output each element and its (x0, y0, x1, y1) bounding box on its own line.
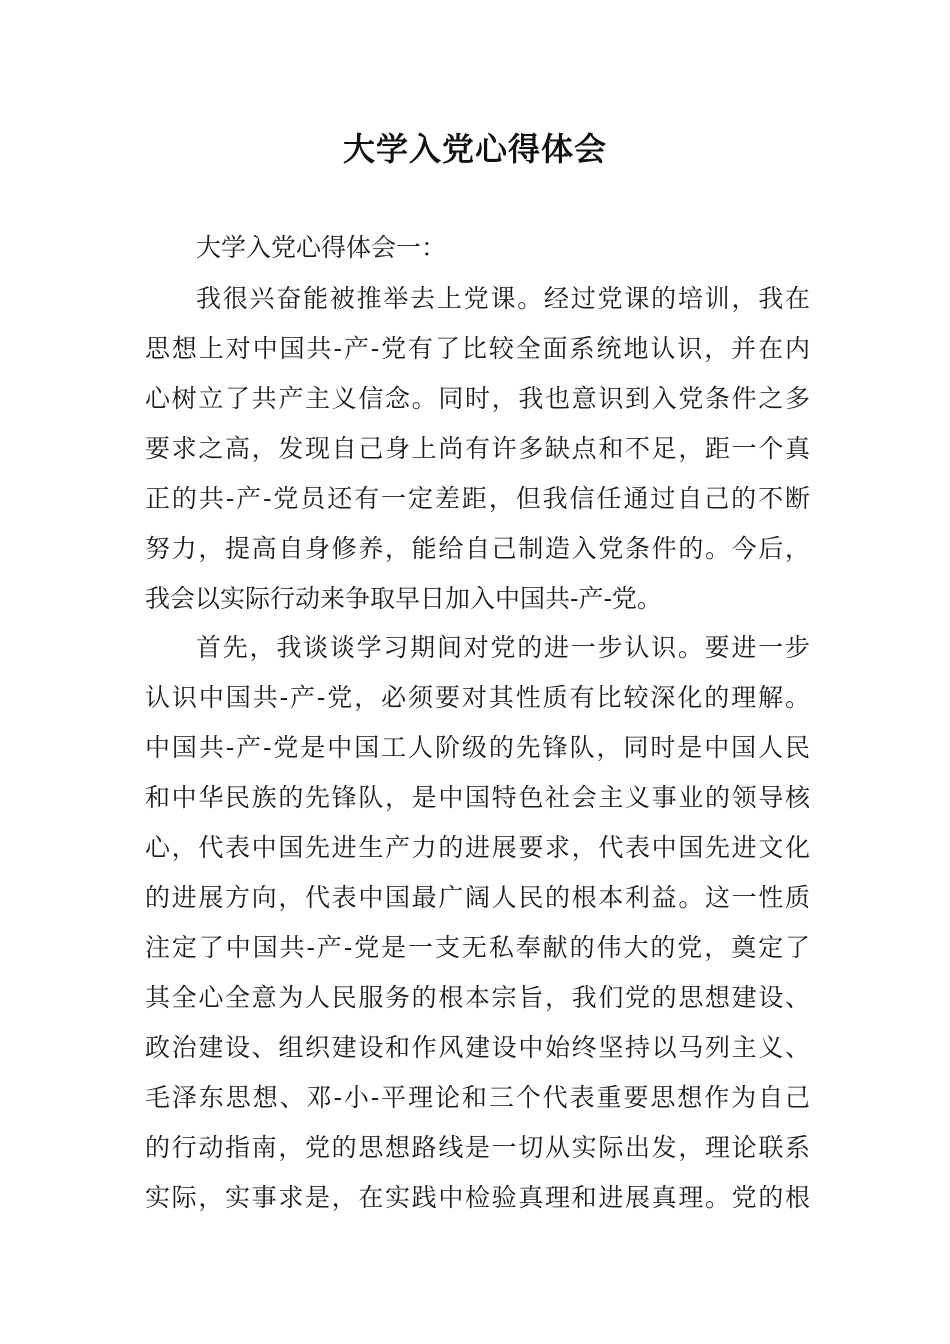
paragraph-line: 和中华民族的先锋队，是中国特色社会主义事业的领导核 (145, 783, 810, 812)
paragraph-line: 毛泽东思想、邓-小-平理论和三个代表重要思想作为自己 (145, 1083, 810, 1112)
paragraph-line: 我很兴奋能被推举去上党课。经过党课的培训，我在 (196, 284, 810, 313)
document-title: 大学入党心得体会 (342, 130, 607, 168)
paragraph-line: 心，代表中国先进生产力的进展要求，代表中国先进文化 (145, 833, 810, 862)
paragraph-line: 我会以实际行动来争取早日加入中国共-产-党。 (145, 584, 662, 613)
paragraph-line: 的行动指南，党的思想路线是一切从实际出发，理论联系 (145, 1133, 810, 1162)
paragraph-line: 政治建设、组织建设和作风建设中始终坚持以马列主义、 (145, 1033, 810, 1062)
paragraph-line: 注定了中国共-产-党是一支无私奉献的伟大的党，奠定了 (145, 933, 810, 962)
paragraph-line: 的进展方向，代表中国最广阔人民的根本利益。这一性质 (145, 883, 810, 912)
paragraph-line: 思想上对中国共-产-党有了比较全面系统地认识，并在内 (145, 334, 810, 363)
section-heading: 大学入党心得体会一： (196, 233, 447, 262)
paragraph-line: 正的共-产-党员还有一定差距，但我信任通过自己的不断 (145, 484, 810, 513)
paragraph-line: 心树立了共产主义信念。同时，我也意识到入党条件之多 (145, 384, 810, 413)
paragraph-line: 中国共-产-党是中国工人阶级的先锋队，同时是中国人民 (145, 733, 810, 762)
paragraph-line: 实际，实事求是，在实践中检验真理和进展真理。党的根 (145, 1183, 810, 1212)
paragraph-line: 首先，我谈谈学习期间对党的进一步认识。要进一步 (196, 633, 810, 662)
paragraph-line: 其全心全意为人民服务的根本宗旨，我们党的思想建设、 (145, 983, 810, 1012)
paragraph-line: 认识中国共-产-党，必须要对其性质有比较深化的理解。 (145, 683, 810, 712)
paragraph-line: 努力，提高自身修养，能给自己制造入党条件的。今后， (145, 534, 810, 563)
paragraph-line: 要求之高，发现自己身上尚有许多缺点和不足，距一个真 (145, 434, 810, 463)
